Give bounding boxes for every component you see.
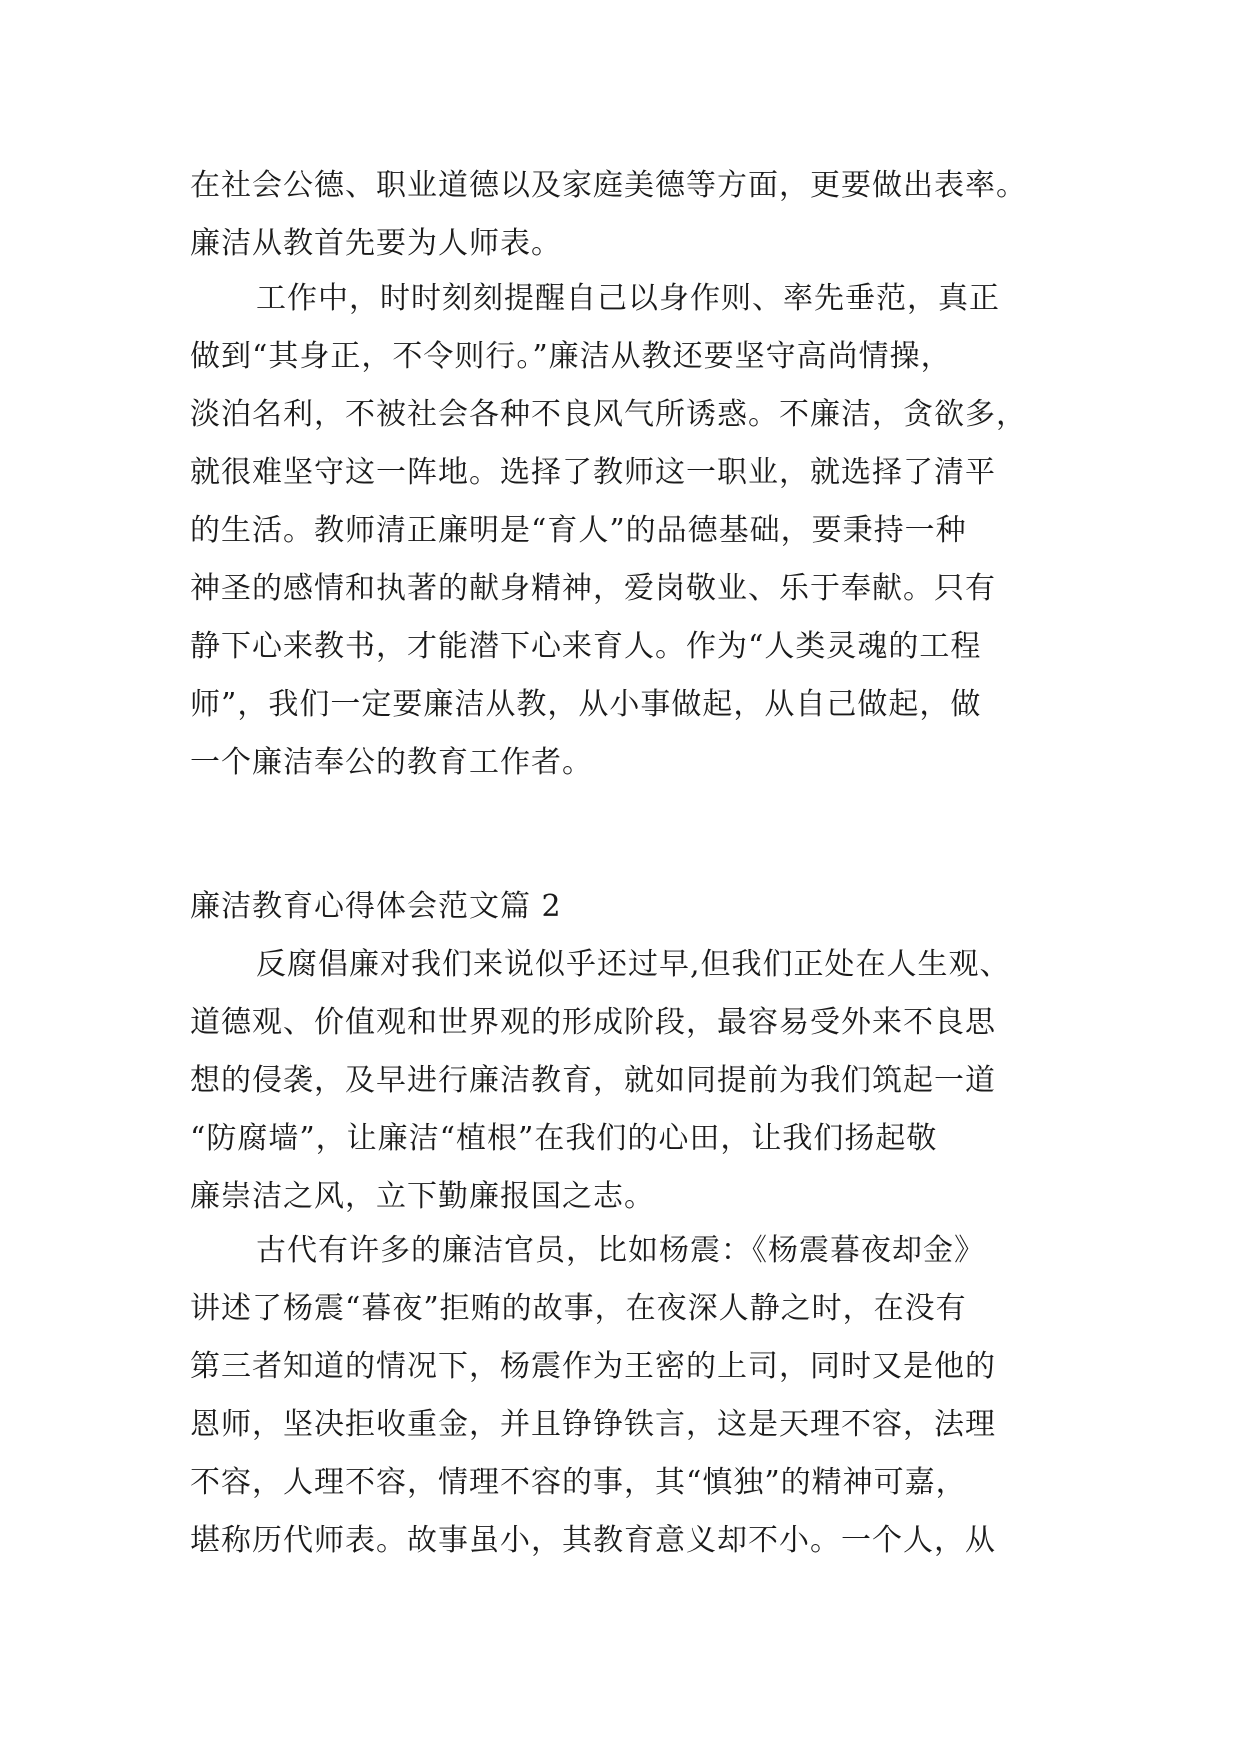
text-line: 师”，我们一定要廉洁从教，从小事做起，从自己做起，做 (190, 687, 982, 722)
text-line: 就很难坚守这一阵地。选择了教师这一职业，就选择了清平 (190, 455, 996, 490)
text-line: 不容，人理不容，情理不容的事，其“慎独”的精神可嘉， (190, 1465, 967, 1500)
paragraph-work (190, 270, 1050, 792)
text-line: 廉崇洁之风，立下勤廉报国之志。 (190, 1179, 655, 1214)
text-line: “防腐墙”，让廉洁“植根”在我们的心田，让我们扬起敬 (190, 1121, 938, 1156)
text-line: 做到“其身正，不令则行。”廉洁从教还要坚守高尚情操， (190, 339, 952, 374)
text-line: 道德观、价值观和世界观的形成阶段，最容易受外来不良思 (190, 1005, 996, 1040)
paragraph-yangzhen (190, 1222, 1050, 1570)
text-line: 反腐倡廉对我们来说似乎还过早,但我们正处在人生观、 (256, 947, 1011, 982)
text-line: 一个廉洁奉公的教育工作者。 (190, 745, 593, 780)
paragraph-continuation (190, 157, 1050, 273)
paragraph-anticorruption (190, 936, 1050, 1226)
text-line: 古代有许多的廉洁官员，比如杨震：《杨震暮夜却金》 (256, 1233, 985, 1268)
text-line: 讲述了杨震“暮夜”拒贿的故事，在夜深人静之时，在没有 (190, 1291, 967, 1326)
text-line: 工作中，时时刻刻提醒自己以身作则、率先垂范，真正 (256, 281, 1000, 316)
section-heading: 廉洁教育心得体会范文篇 2 (190, 889, 562, 924)
text-line: 静下心来教书，才能潜下心来育人。作为“人类灵魂的工程 (190, 629, 982, 664)
text-line: 的生活。教师清正廉明是“育人”的品德基础，要秉持一种 (190, 513, 967, 548)
text-line: 神圣的感情和执著的献身精神，爱岗敬业、乐于奉献。只有 (190, 571, 996, 606)
text-line: 廉洁从教首先要为人师表。 (190, 226, 562, 261)
text-line: 第三者知道的情况下，杨震作为王密的上司，同时又是他的 (190, 1349, 996, 1384)
text-line: 堪称历代师表。故事虽小，其教育意义却不小。一个人，从 (190, 1523, 996, 1558)
text-line: 在社会公德、职业道德以及家庭美德等方面，更要做出表率。 (190, 168, 1027, 203)
section-heading-block (190, 878, 1050, 936)
text-line: 淡泊名利，不被社会各种不良风气所诱惑。不廉洁，贪欲多， (190, 397, 1027, 432)
text-line: 想的侵袭，及早进行廉洁教育，就如同提前为我们筑起一道 (190, 1063, 996, 1098)
text-line: 恩师，坚决拒收重金，并且铮铮铁言，这是天理不容，法理 (190, 1407, 996, 1442)
